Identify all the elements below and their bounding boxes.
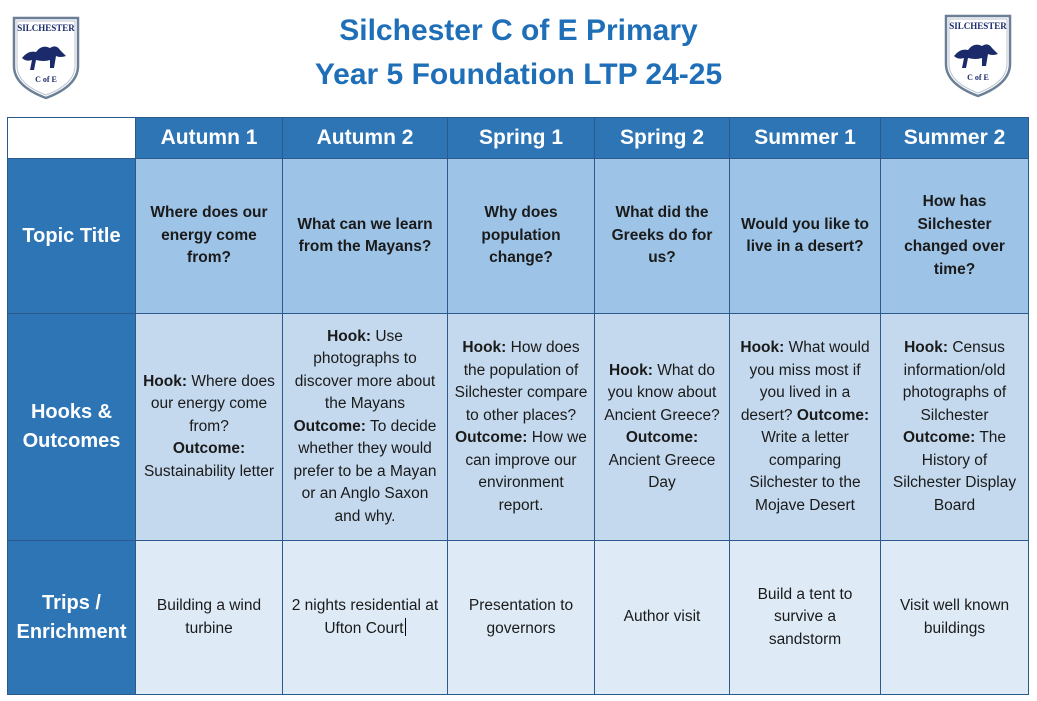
trip-cell: Build a tent to survive a sandstorm — [730, 541, 881, 695]
school-crest-left — [10, 14, 82, 102]
crest-top-text: SILCHESTER — [949, 21, 1007, 31]
outcome-text: To decide whether they would prefer to be a Mayan or an Anglo Saxon and why. — [293, 417, 437, 525]
hook-label: Hook: — [740, 339, 785, 356]
term-header-summer-2: Summer 2 — [881, 118, 1029, 159]
row-label-hooks-outcomes — [8, 314, 136, 541]
school-crest-right — [942, 12, 1014, 100]
crest-bottom-text: C of E — [35, 75, 57, 84]
hook-outcome-cell — [730, 314, 881, 541]
outcome-label: Outcome: — [796, 406, 870, 424]
hook-outcome-cell — [595, 314, 730, 541]
topic-cell: Where does our energy come from? — [136, 159, 283, 314]
row-label-line: Trips / — [42, 591, 101, 614]
outcome-text: The History of Silchester Display Board — [892, 429, 1017, 514]
trip-cell: Author visit — [595, 541, 730, 695]
outcome-label: Outcome: — [625, 429, 699, 446]
hooks-outcomes-row — [8, 314, 1029, 541]
trip-text: 2 nights residential at Ufton Court — [291, 597, 439, 637]
corner-cell — [8, 118, 136, 159]
outcome-text: How we can improve our environment report. — [465, 429, 587, 514]
hook-outcome-cell — [448, 314, 595, 541]
outcome-text: Sustainability letter — [143, 462, 275, 480]
row-label-line: Enrichment — [16, 620, 127, 643]
term-header-spring-2: Spring 2 — [595, 118, 730, 159]
hook-text: What would you miss most if you lived in a desert? — [740, 339, 870, 424]
hook-label: Hook: — [327, 327, 372, 345]
hook-label: Hook: — [143, 372, 188, 390]
hook-text: Census information/old photographs of Silchester — [902, 339, 1007, 424]
term-header-autumn-1: Autumn 1 — [136, 118, 283, 159]
hook-label: Hook: — [904, 339, 949, 356]
topic-cell: What did the Greeks do for us? — [595, 159, 730, 314]
hook-outcome-cell — [283, 314, 448, 541]
hook-text: Use photographs to discover more about the Mayans — [294, 327, 436, 413]
row-label-trips-enrichment — [8, 541, 136, 695]
topic-cell: How has Silchester changed over time? — [881, 159, 1029, 314]
outcome-label: Outcome: — [455, 429, 528, 446]
trip-cell: Presentation to governors — [448, 541, 595, 695]
outcome-label: Outcome: — [293, 417, 366, 435]
row-label-line: Hooks & — [30, 401, 113, 423]
hook-outcome-cell — [136, 314, 283, 541]
row-label-topic-title: Topic Title — [8, 159, 136, 314]
text-cursor — [405, 618, 406, 636]
term-header-row — [8, 118, 1029, 159]
school-name: Silchester C of E Primary — [339, 14, 698, 47]
document-title: Year 5 Foundation LTP 24-25 — [314, 58, 723, 91]
ltp-table — [7, 117, 1029, 695]
trip-cell: Building a wind turbine — [136, 541, 283, 695]
topic-cell: Would you like to live in a desert? — [730, 159, 881, 314]
hook-text: What do you know about Ancient Greece? — [604, 361, 720, 424]
outcome-label: Outcome: — [172, 440, 246, 458]
term-header-autumn-2: Autumn 2 — [283, 118, 448, 159]
trips-enrichment-row — [8, 541, 1029, 695]
hook-label: Hook: — [462, 339, 507, 356]
crest-bottom-text: C of E — [967, 73, 989, 82]
hook-outcome-cell — [881, 314, 1029, 541]
row-label-line: Outcomes — [22, 430, 121, 452]
outcome-label: Outcome: — [902, 429, 976, 446]
topic-title-row — [8, 159, 1029, 314]
crest-top-text: SILCHESTER — [17, 23, 75, 33]
hook-label: Hook: — [609, 361, 653, 379]
term-header-summer-1: Summer 1 — [730, 118, 881, 159]
trip-cell-editing[interactable] — [283, 541, 448, 695]
outcome-text: Ancient Greece Day — [608, 451, 716, 491]
hook-text: Where does our energy come from? — [150, 372, 275, 435]
topic-cell: What can we learn from the Mayans? — [283, 159, 448, 314]
topic-cell: Why does population change? — [448, 159, 595, 314]
hook-text: How does the population of Silchester compare to other places? — [454, 339, 588, 424]
term-header-spring-1: Spring 1 — [448, 118, 595, 159]
outcome-text: Write a letter comparing Silchester to the Mojave Desert — [749, 429, 861, 514]
trip-cell: Visit well known buildings — [881, 541, 1029, 695]
